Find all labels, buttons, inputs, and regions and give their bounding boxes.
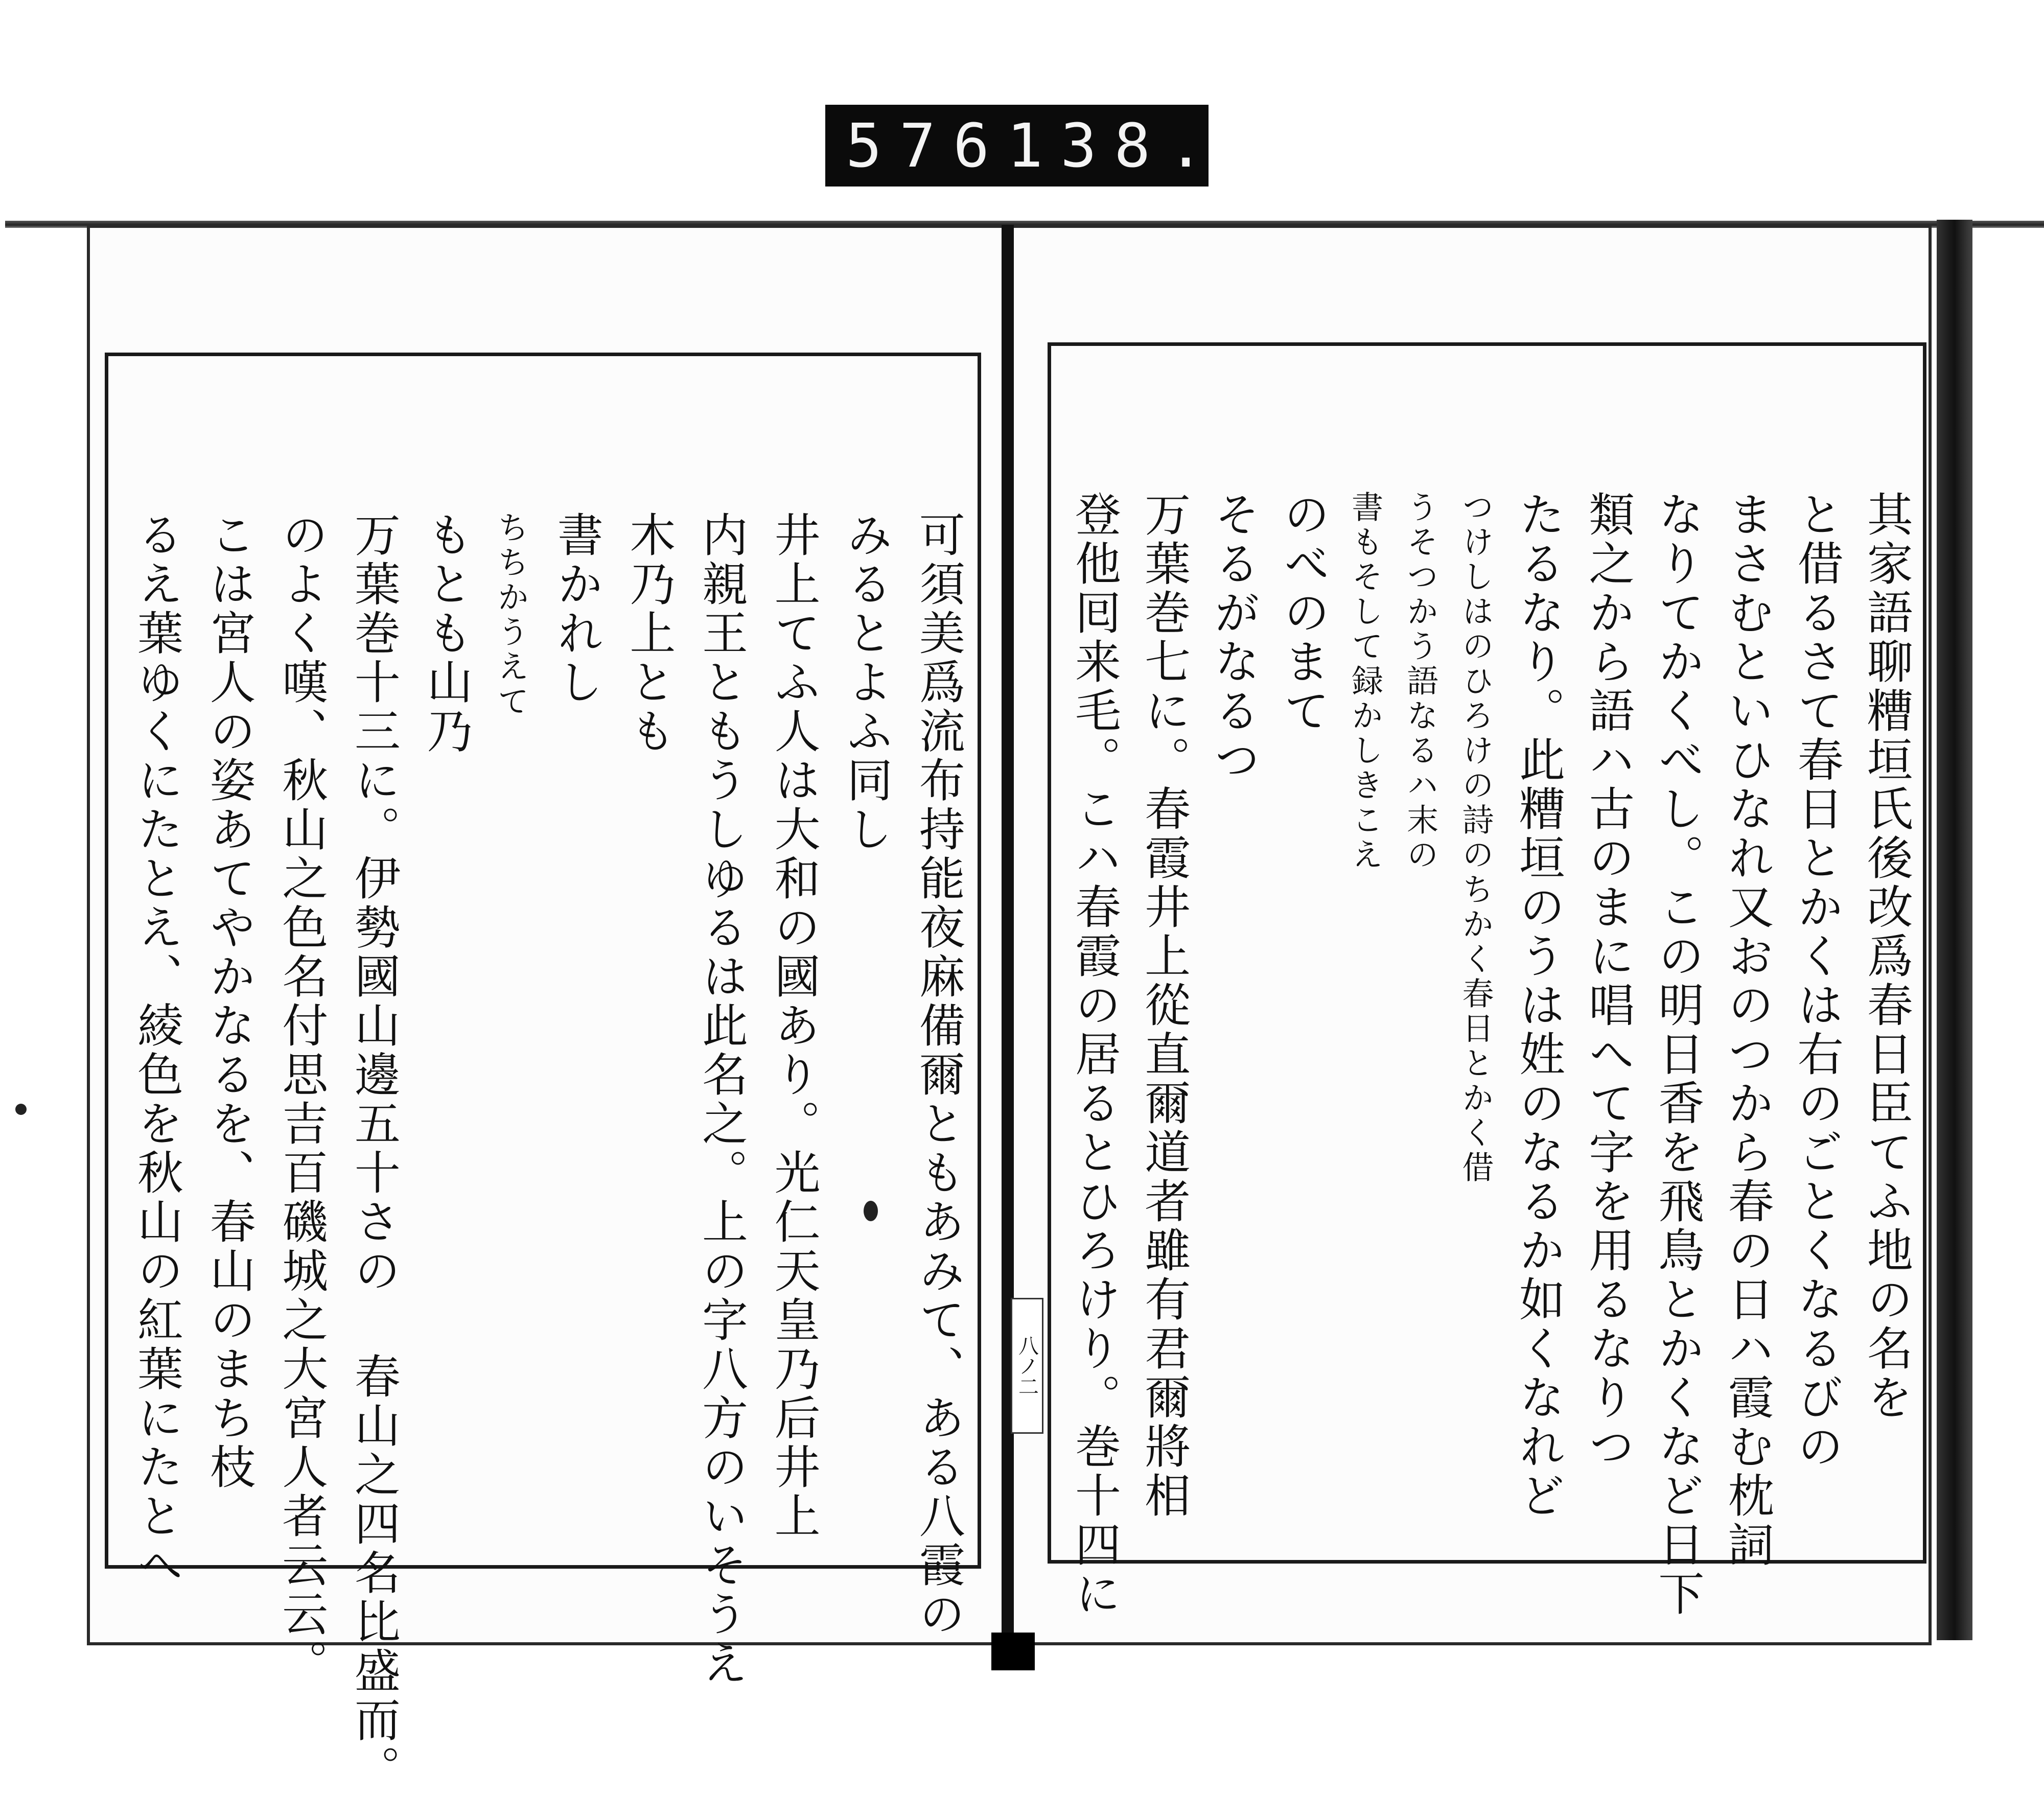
- text-column: 書もそして録かしきこえ: [1346, 491, 1384, 873]
- text-column: るえ葉ゆくにたとえ、綾色を秋山の紅葉にたとへ: [129, 511, 183, 1590]
- text-column: 類之から語ハ古のまに唱へて字を用るなりつ: [1581, 491, 1635, 1472]
- ink-speck: [15, 1104, 27, 1115]
- text-column: 内親王ともうしゆるは此名之。上の字八方のいそうえ: [694, 511, 748, 1688]
- text-column: こは宮人の姿あてやかなるを、春山のまち枝: [201, 511, 256, 1492]
- right-page-text: [1067, 491, 1913, 1619]
- text-column: 其家語聊糟垣氏後改爲春日臣てふ地の名を: [1859, 491, 1913, 1423]
- text-column: たるなり。此糟垣のうは姓のなるか如くなれど: [1511, 491, 1565, 1521]
- text-column: なりてかくべし。この明日香を飛鳥とかくなど日下: [1650, 491, 1704, 1619]
- text-column: 万葉巻十三に。伊勢國山邊五十さの 春山之四名比盛而。: [346, 511, 400, 1794]
- text-column: まさむといひなれ又おのつから春の日ハ霞む枕詞: [1720, 491, 1774, 1570]
- text-column: 木乃上とも: [621, 511, 676, 756]
- catalog-number-plate: [825, 105, 1222, 187]
- right-page-edge: [1937, 220, 1972, 1640]
- text-column: ちちかうえて: [492, 511, 530, 719]
- text-column: と借るさて春日とかくは右のごとくなるびの: [1789, 491, 1843, 1472]
- text-column: 万葉巻七に。春霞井上從直爾道者雖有君爾將相: [1136, 491, 1191, 1521]
- spine-foot: [991, 1633, 1035, 1670]
- catalog-number-right: 138.: [1007, 110, 1222, 181]
- text-column: うそつかう語なるハ末の: [1401, 491, 1439, 873]
- text-column: つけしはのひろけの詩のちかく春日とかく借: [1456, 491, 1494, 1185]
- text-column: そるがなるつ: [1206, 491, 1260, 785]
- text-column: 登他囘来毛。こハ春霞の居るとひろけり。巻十四に: [1067, 491, 1121, 1619]
- text-column: 書かれし: [549, 511, 603, 707]
- page-tab: 八ノ二: [1011, 1298, 1043, 1434]
- left-page-text: [129, 511, 965, 1794]
- text-column: のべのまて: [1275, 491, 1330, 736]
- text-column: 井上てふ人は大和の國あり。光仁天皇乃后井上: [766, 511, 820, 1541]
- text-column: のよく嘆、秋山之色名付思吉百磯城之大宮人者云云。: [274, 511, 328, 1688]
- text-column: 可須美爲流布持能夜麻備爾ともあみて、ある八霞の: [911, 511, 965, 1639]
- ink-speck: [864, 1201, 878, 1221]
- text-column: みるとよふ同し: [839, 511, 893, 854]
- section-heading: もとも山乃: [419, 511, 473, 756]
- catalog-number-left: 576: [846, 110, 1007, 181]
